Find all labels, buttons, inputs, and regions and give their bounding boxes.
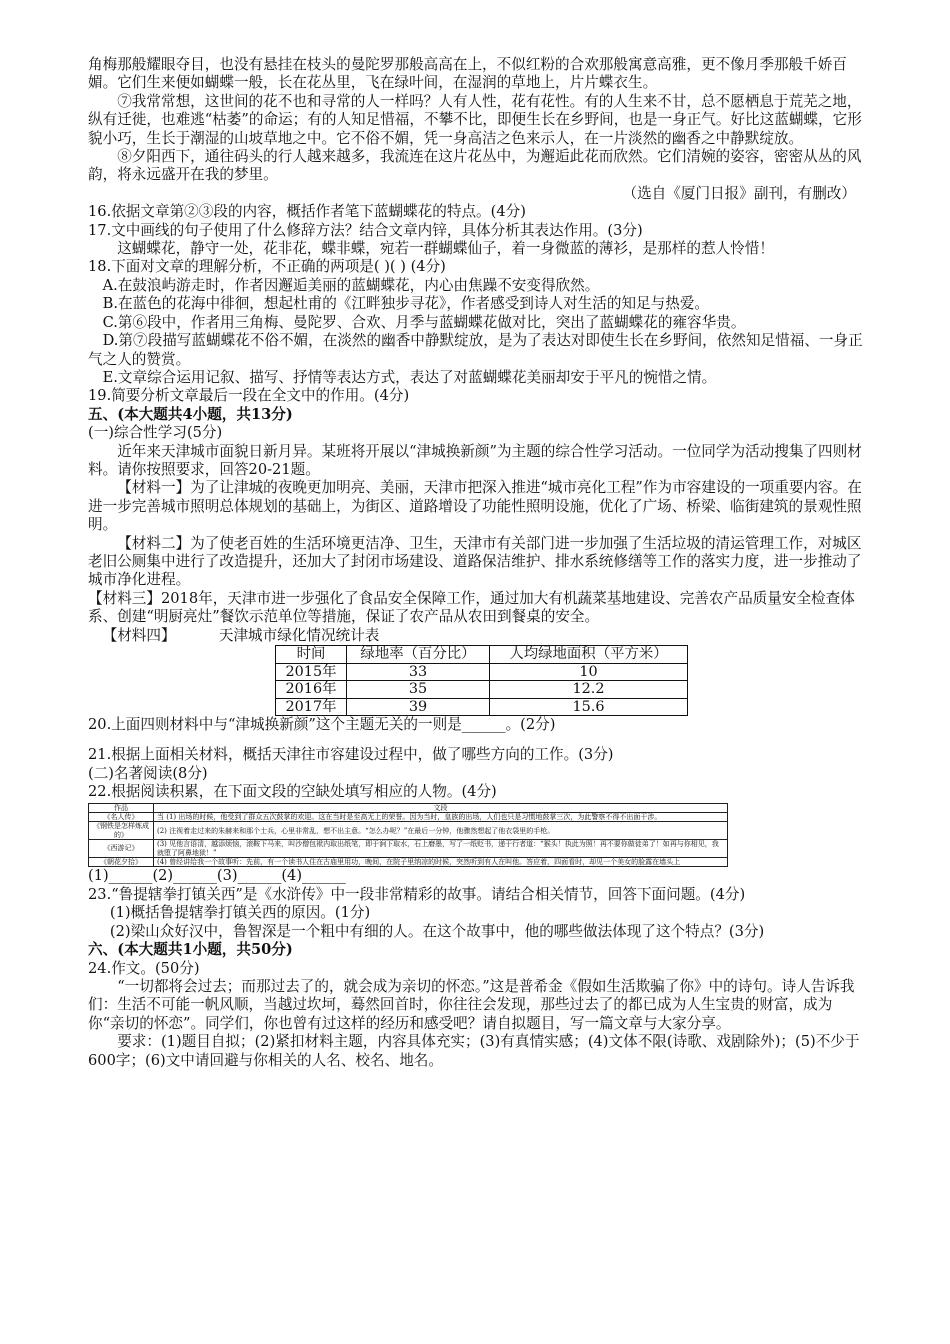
table-cell: 33 xyxy=(347,663,490,681)
passage-paragraph-7: ⑦我常常想，这世间的花不也和寻常的人一样吗？人有人性，花有花性。有的人生来不甘，总不愿栖息于荒芜之地，纵有迁徙，也难逃“枯萎”的命运；有的人知足惜福，不攀不比，即便生长在乡野间，也是一身正气。好比这蓝蝴蝶，它形貌小巧，生长于潮湿的山坡草地之中。它不俗不媚，凭一身高洁之色来示人，在一片淡然的幽香之中静默绽放。 xyxy=(88,92,862,147)
question-23-part-2: (2)梁山众好汉中，鲁智深是一个粗中有细的人。在这个故事中，他的哪些做法体现了这个特点？(3分) xyxy=(109,922,765,940)
table-row xyxy=(89,822,728,840)
question-17: 17.文中画线的句子使用了什么修辞方法？结合文章内锌，具体分析其表达作用。(3分) xyxy=(88,221,643,239)
table-cell: 15.6 xyxy=(490,698,688,716)
question-18-option-b: B.在蓝色的花海中徘徊，想起杜甫的《江畔独步寻花》，作者感受到诗人对生活的知足与热爱。 xyxy=(102,295,710,313)
question-18: 18.下面对文章的理解分析，不正确的两项是( )( ) (4分) xyxy=(88,258,446,276)
question-22: 22.根据阅读积累，在下面文段的空缺处填写相应的人物。(4分) xyxy=(88,783,497,801)
material-4-label: 【材料四】 xyxy=(102,626,176,644)
essay-prompt: “一切都将会过去；而那过去了的，就会成为亲切的怀恋。”这是普希金《假如生活欺骗了你》中的诗句。诗人告诉我们：生活不可能一帆风顺，当越过坎坷，蓦然回首时，你往往会发现，那些过去了的都已成为人生宝贵的财富，成为你“亲切的怀恋”。同学们，你也曾有过这样的经历和感受吧？请自拟题目，写一篇文章与大家分享。 xyxy=(88,977,855,1032)
table-header-cell: 文段 xyxy=(154,803,728,812)
table-header-cell: 时间 xyxy=(276,646,347,664)
table-header-cell: 绿地率（百分比） xyxy=(347,646,490,664)
essay-requirements: 要求：(1)题目自拟；(2)紧扣材料主题，内容具体充实；(3)有真情实感；(4)文体不限(诗歌、戏剧除外)；(5)不少于600字；(6)文中请回避与你相关的人名、校名、地名。 xyxy=(88,1033,860,1069)
table-cell: 2016年 xyxy=(276,681,347,699)
table-header-row xyxy=(89,803,728,812)
passage-paragraph-8: ⑧夕阳西下，通往码头的行人越来越多，我流连在这片花丛中，为邂逅此花而欣然。它们清婉的姿容，密密从丛的风韵，将永远盛开在我的梦里。 xyxy=(88,148,862,184)
table-row xyxy=(89,858,728,867)
table-cell: 《朝花夕拾》 xyxy=(89,858,154,867)
table-row xyxy=(276,698,688,716)
section-5-sub-2: (二)名著阅读(8分) xyxy=(88,764,208,782)
passage-paragraph-continued: 角梅那般耀眼夺目，也没有悬挂在枝头的曼陀罗那般高高在上，不似红粉的合欢那般寓意高雅，更不像月季那般千娇百媚。它们生来便如蝴蝶一般，长在花丛里，飞在绿叶间，在湿润的草地上，片片蝶衣生。 xyxy=(88,56,847,92)
question-18-option-c: C.第⑥段中，作者用三角梅、曼陀罗、合欢、月季与蓝蝴蝶花做对比，突出了蓝蝴蝶花的雍容华贵。 xyxy=(102,313,746,331)
section-5-heading: 五、(本大题共4小题，共13分) xyxy=(88,405,293,423)
section-5-intro: 近年来天津城市面貌日新月异。某班将开展以“津城换新颜”为主题的综合性学习活动。一位同学为活动搜集了四则材料。请你按照要求，回答20-21题。 xyxy=(88,442,862,478)
question-23-part-1: (1)概括鲁提辖拳打镇关西的原因。(1分) xyxy=(109,904,371,922)
table-cell: 10 xyxy=(490,663,688,681)
table-header-cell: 人均绿地面积（平方米） xyxy=(490,646,688,664)
table-cell: 39 xyxy=(347,698,490,716)
question-18-option-e: E.文章综合运用记叙、描写、抒情等表达方式，表达了对蓝蝴蝶花美丽却安于平凡的惋惜之情。 xyxy=(102,368,717,386)
question-18-option-a: A.在鼓浪屿游走时，作者因邂逅美丽的蓝蝴蝶花，内心由焦躁不安变得欣然。 xyxy=(102,276,600,294)
table-cell: 《钢铁是怎样炼成的》 xyxy=(89,822,154,840)
table-cell: (3) 见他言语清，越添烦恼，滚鞍下马来，叫沙僧包袱内取出纸笔，即于涧下取水，石上磨墨，写了一纸贬书，递于行者道：“猴头！执此为照！再不要你做徒弟了！如再与你相见，我就堕了阿鼻地狱！” xyxy=(154,840,728,858)
passage-source: （选自《厦门日报》副刊，有删改） xyxy=(622,184,856,202)
famous-works-table xyxy=(88,803,728,868)
table-cell: 《西游记》 xyxy=(89,840,154,858)
table-row xyxy=(89,840,728,858)
question-21: 21.根据上面相关材料，概括天津往市容建设过程中，做了哪些方向的工作。(3分) xyxy=(88,746,614,764)
table-cell: 《名人传》 xyxy=(89,813,154,822)
question-22-answers: (1)______(2)______(3)______(4)______ xyxy=(88,867,346,885)
table-row xyxy=(276,681,688,699)
question-23: 23.“鲁提辖拳打镇关西”是《水浒传》中一段非常精彩的故事。请结合相关情节，回答下面问题。(4分) xyxy=(88,885,746,903)
question-19: 19.简要分析文章最后一段在全文中的作用。(4分) xyxy=(88,387,410,405)
greening-stats-table xyxy=(275,645,688,716)
table-cell: 当 (1) 出场的时候，他受到了群众五次鼓掌的欢迎。这在当时是至高无上的荣誉。因为当时，皇族的出场，人们也只是习惯地鼓掌三次，为此警察不得不出面干涉。 xyxy=(154,813,728,822)
table-cell: 2015年 xyxy=(276,663,347,681)
table-row xyxy=(276,663,688,681)
table-cell: (2) 注视着走过来的朱赫来和那个士兵，心里非常乱，想不出主意。“怎么办呢？”在最后一分钟，他骤然想起了他衣袋里的手枪。 xyxy=(154,822,728,840)
question-18-option-d: D.第⑦段描写蓝蝴蝶花不俗不媚，在淡然的幽香中静默绽放，是为了表达对即使生长在乡野间，依然知足惜福、一身正气之人的赞赏。 xyxy=(88,332,863,368)
question-20: 20.上面四则材料中与“津城换新颜”这个主题无关的一则是______。(2分) xyxy=(88,716,556,733)
material-4-caption xyxy=(88,627,864,645)
table-cell: 35 xyxy=(347,681,490,699)
question-24: 24.作文。(50分) xyxy=(88,959,200,977)
material-2: 【材料二】为了使老百姓的生活环境更洁净、卫生，天津市有关部门进一步加强了生活垃圾的清运管理工作，对城区老旧公厕集中进行了改造提升，还加大了封闭市场建设、道路保洁维护、排水系统修缮等工作的落实力度，进一步推动了城市净化进程。 xyxy=(88,534,862,589)
material-1: 【材料一】为了让津城的夜晚更加明亮、美丽，天津市把深入推进“城市亮化工程”作为市容建设的一项重要内容。在进一步完善城市照明总体规划的基础上，为街区、道路增设了功能性照明设施，优化了广场、桥梁、临街建筑的景观性照明。 xyxy=(88,479,862,534)
table-cell: (4) 曾经讲给我一个故事听：先前，有一个读书人住在古庙里用功，晚间，在院子里纳凉的时候，突然听到有人在叫他。答应着，四面看时，却见一个美女的脸露在墙头上 xyxy=(154,858,728,867)
material-3: 【材料三】2018年，天津市进一步强化了食品安全保障工作，通过加大有机蔬菜基地建设、完善农产品质量安全检查体系、创建“明厨亮灶”餐饮示范单位等措施，保证了农产品从农田到餐桌的安全。 xyxy=(88,589,855,626)
table-header-row xyxy=(276,646,688,664)
question-16: 16.依据文章第②③段的内容，概括作者笔下蓝蝴蝶花的特点。(4分) xyxy=(88,203,526,221)
section-5-sub-1: (一)综合性学习(5分) xyxy=(88,424,223,442)
table-header-cell: 作品 xyxy=(89,803,154,812)
table-cell: 12.2 xyxy=(490,681,688,699)
question-17-quote: 这蝴蝶花，静守一处，花非花，蝶非蝶，宛若一群蝴蝶仙子，着一身微蓝的薄衫，是那样的惹人怜惜！ xyxy=(117,240,774,258)
table-cell: 2017年 xyxy=(276,698,347,716)
table-row xyxy=(89,813,728,822)
material-4-title: 天津城市绿化情况统计表 xyxy=(218,626,380,644)
section-6-heading: 六、(本大题共1小题，共50分) xyxy=(88,941,293,959)
